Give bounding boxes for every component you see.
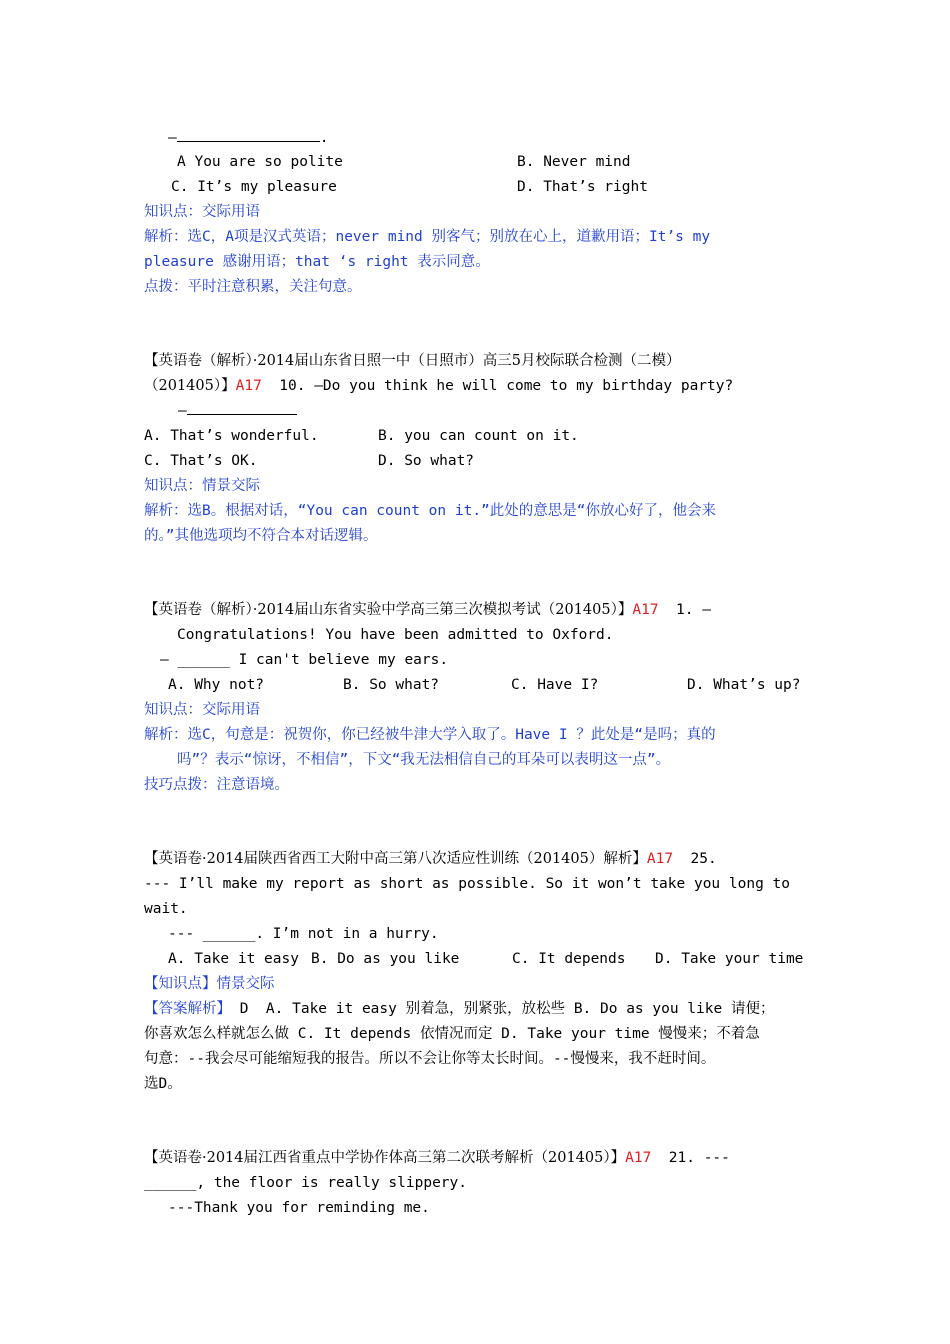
q1-knowledge-point: 知识点：交际用语 [144,204,260,220]
q1-tip: 点拨：平时注意积累，关注句意。 [144,279,362,295]
q2-source-line2: （201405）】A17 10. —Do you think he will come to my birthday party? [144,378,734,394]
q2-explanation-line2: 的。”其他选项均不符合本对话逻辑。 [144,528,378,544]
q2-option-b: B. you can count on it. [378,428,579,444]
q2-code: A17 [235,378,262,394]
q4-option-a: A. Take it easy [168,951,299,967]
q3-option-c: C. Have I? [511,677,599,693]
q4-knowledge-point: 【知识点】情景交际 [144,976,275,992]
q2-option-c: C. That’s OK. [144,453,258,469]
q1-option-b: B. Never mind [517,154,631,170]
q3-tip: 技巧点拨：注意语境。 [144,777,289,793]
q4-answer-line3: 句意：--我会尽可能缩短我的报告。所以不会让你等太长时间。--慢慢来，我不赶时间。 [144,1051,716,1067]
q2-option-a: A. That’s wonderful. [144,428,319,444]
q3-explanation-line1: 解析：选C，句意是：祝贺你，你已经被牛津大学入取了。Have I ？此处是“是吗；真的 [144,727,716,743]
q3-knowledge-point: 知识点：交际用语 [144,702,260,718]
q1-option-d: D. That’s right [517,179,648,195]
q3-option-a: A. Why not? [168,677,265,693]
answer-blank [187,401,297,415]
q4-code: A17 [646,851,674,867]
q4-answer-line4: 选D。 [144,1076,182,1092]
q4-question-line1: --- I’ll make my report as short as possible. So it won’t take you long to [144,876,791,892]
q4-answer-line2: 你喜欢怎么样就怎么做 C. It depends 依情况而定 D. Take your time 慢慢来；不着急 [144,1026,760,1042]
q1-prompt: — . [168,130,329,146]
q3-code: A17 [632,602,659,618]
q4-option-c: C. It depends [512,951,626,967]
q2-explanation-line1: 解析：选B。根据对话，“You can count on it.”此处的意思是“你放心好了，他会来 [144,503,717,519]
q2-knowledge-point: 知识点：情景交际 [144,478,260,494]
answer-blank [177,128,320,142]
q1-explanation-line1: 解析：选C，A项是汉式英语；never mind 别客气；别放在心上，道歉用语；It’s my [144,229,711,245]
q4-question-line2: wait. [144,901,188,917]
q2-option-d: D. So what? [378,453,475,469]
q1-option-a: A You are so polite [177,154,343,170]
q1-option-c: C. It’s my pleasure [171,179,337,195]
q4-source-line: 【英语卷·2014届陕西省西工大附中高三第八次适应性训练（201405）解析】A17 25. [144,851,717,867]
q3-source-line: 【英语卷（解析）·2014届山东省实验中学高三第三次模拟考试（201405）】A17 1. — [144,602,711,618]
q3-option-d: D. What’s up? [687,677,801,693]
q3-response-line: — ______ I can't believe my ears. [160,652,449,668]
q2-response: — [178,401,297,421]
q5-source-line: 【英语卷·2014届江西省重点中学协作体高三第二次联考解析（201405）】A17 21. --- [144,1150,730,1166]
q4-option-b: B. Do as you like [311,951,460,967]
q5-response-line: ---Thank you for reminding me. [168,1200,430,1216]
q3-option-b: B. So what? [343,677,440,693]
q1-explanation-line2: pleasure 感谢用语；that ‘s right 表示同意。 [144,254,490,270]
q4-response-line: --- ______. I’m not in a hurry. [168,926,439,942]
q4-answer-line1: 【答案解析】 D A. Take it easy 别着急，别紧张，放松些 B. Do as you like 请便； [144,1001,775,1017]
q2-source-line1: 【英语卷（解析）·2014届山东省日照一中（日照市）高三5月校际联合检测（二模） [144,353,681,369]
q3-question-line: Congratulations! You have been admitted to Oxford. [177,627,614,643]
q5-code: A17 [625,1150,652,1166]
q4-option-d: D. Take your time [655,951,804,967]
q3-explanation-line2: 吗”？表示“惊讶，不相信”，下文“我无法相信自己的耳朵可以表明这一点”。 [177,752,671,768]
q5-question-line: ______, the floor is really slippery. [144,1175,468,1191]
